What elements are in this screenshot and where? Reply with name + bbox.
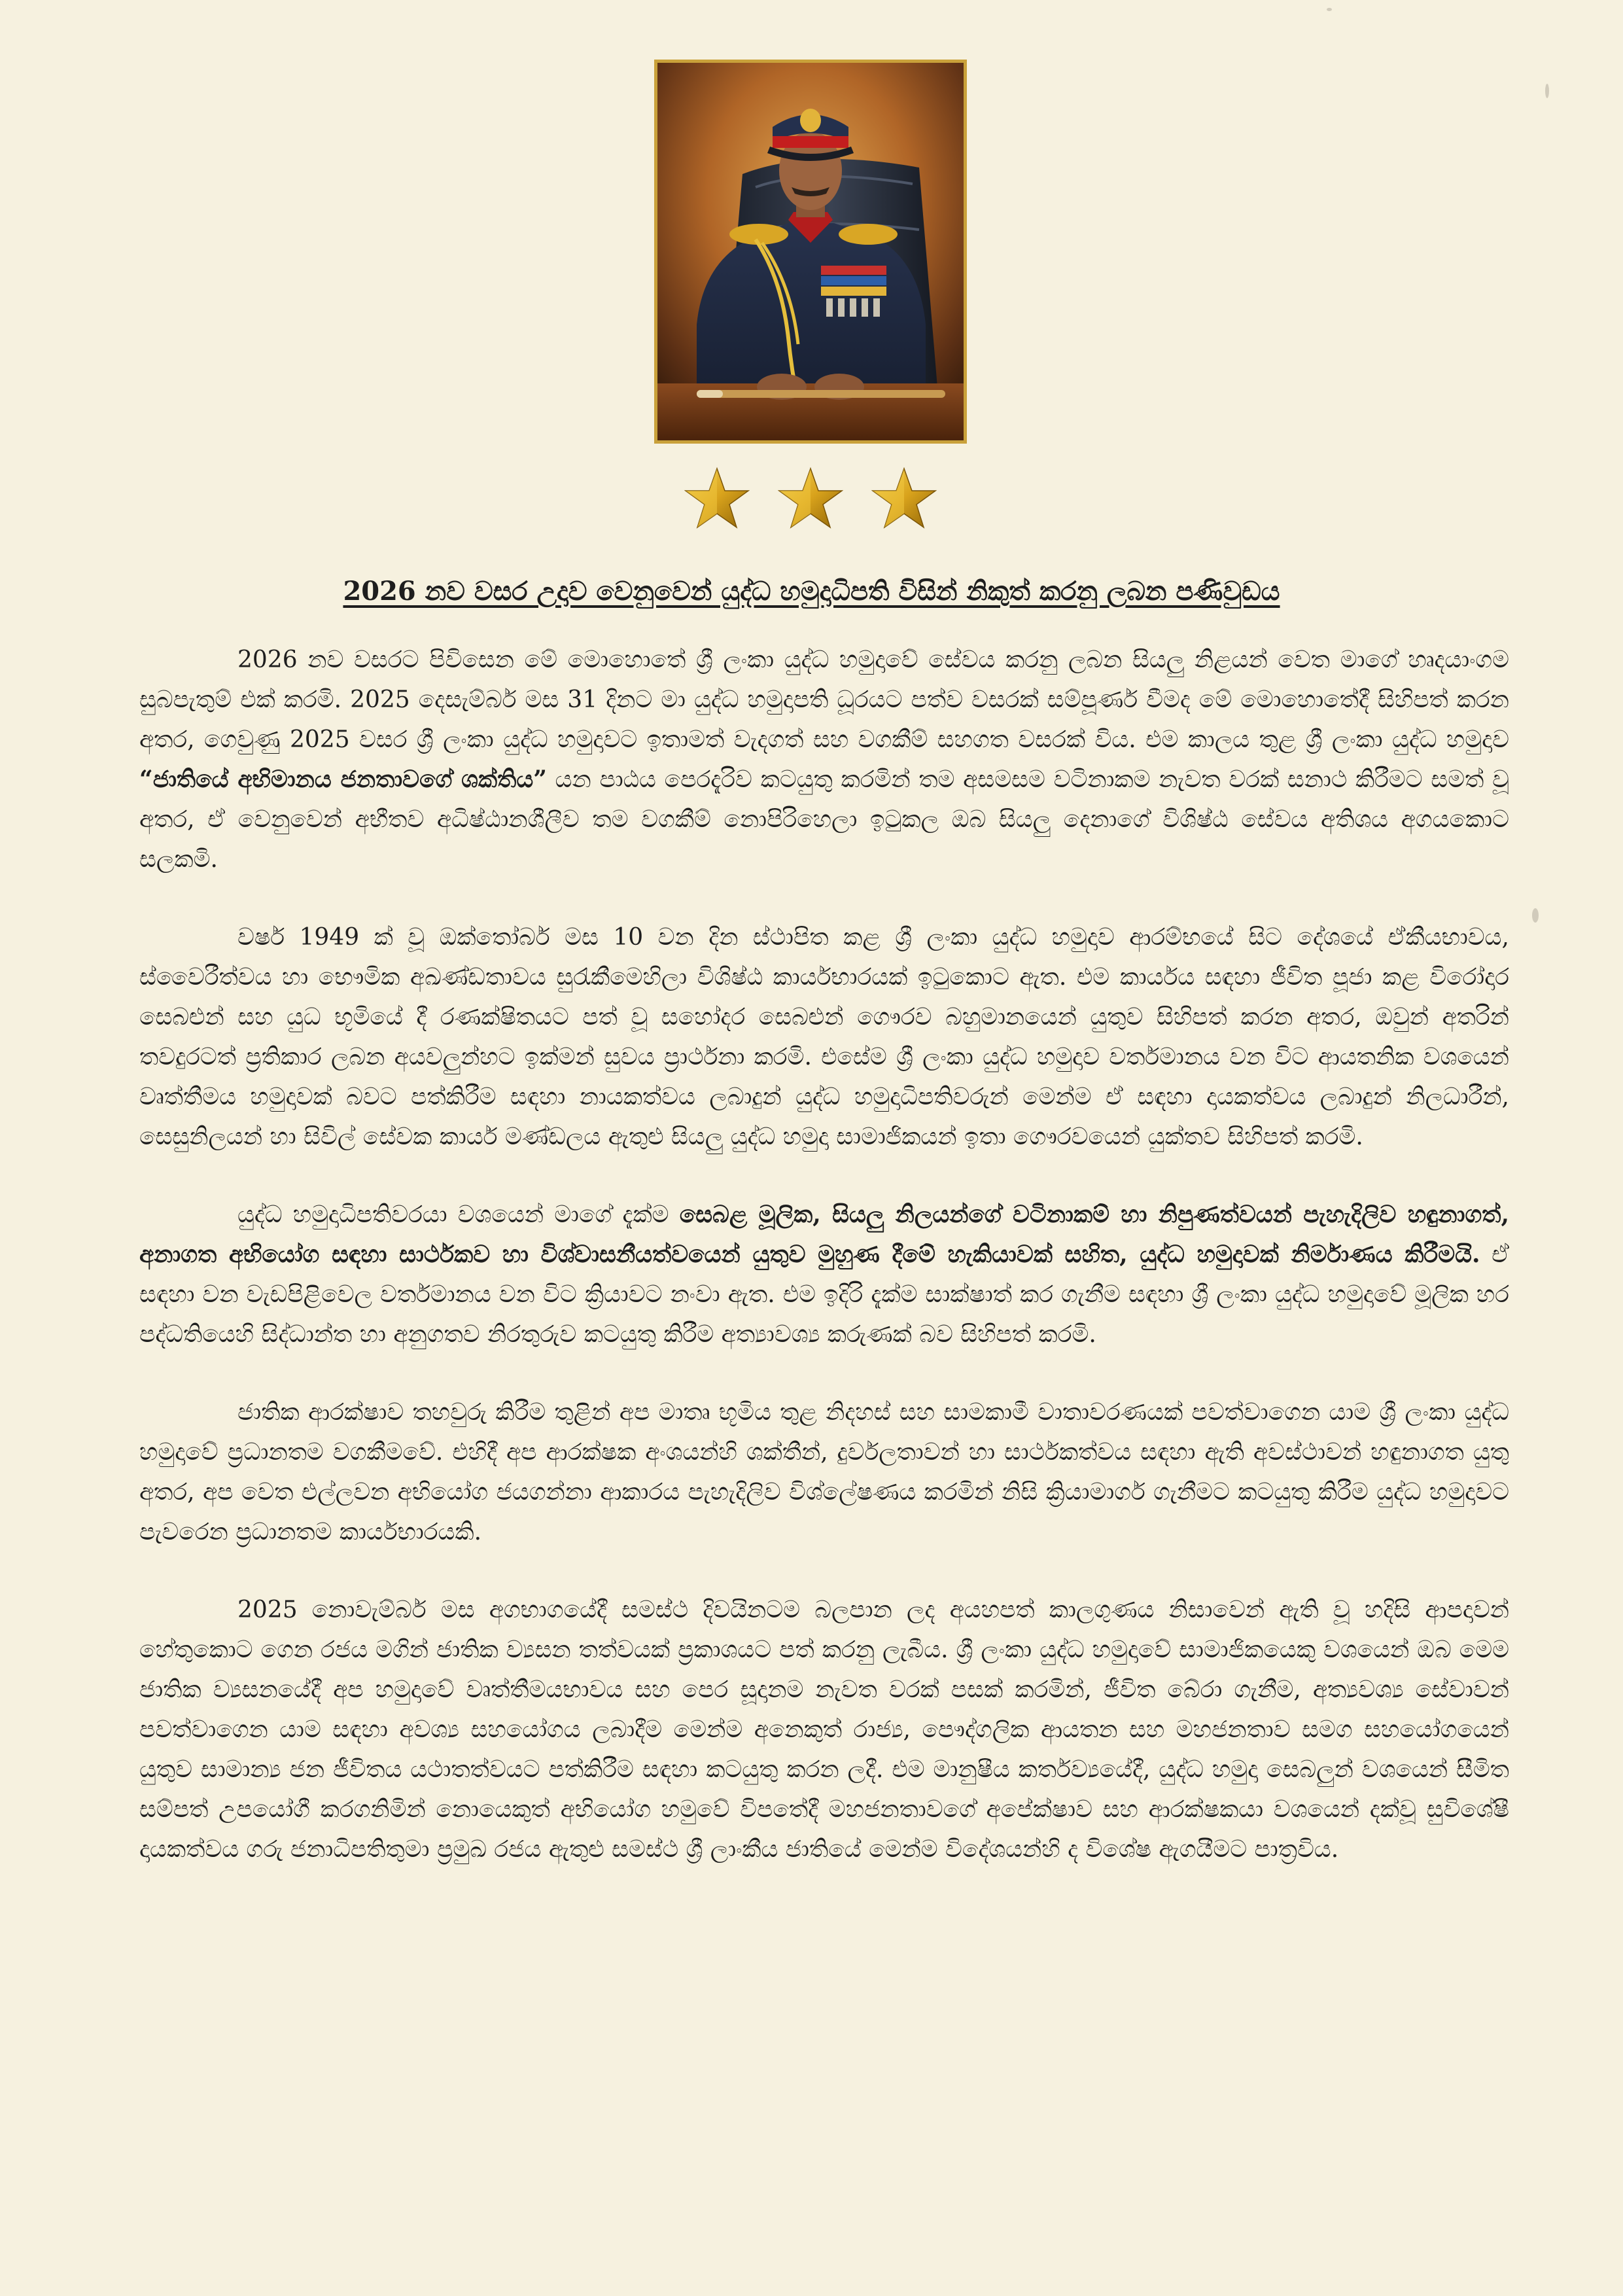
document-title: 2026 නව වසර උදාව වෙනුවෙන් යුද්ධ හමුදාධිපති විසින් නිකුත් කරනු ලබන පණිවුඩය	[343, 576, 1280, 607]
gold-star-icon	[871, 466, 937, 531]
scan-speck	[1545, 84, 1549, 98]
paragraph-5: 2025 නොවැම්බර් මස අගභාගයේදී සමස්ථ දිවයිනටම බලපාන ලද අයහපත් කාලගුණය නිසාවෙන් ඇති වූ හදිසි ආපදාවන් හේතුකොට ගෙන රජය මගින් ජාතික ව්‍යසන තත්වයක් ප්‍රකාශයට පත් කරනු ලැබීය. ශ්‍රී ලංකා යුද්ධ හමුදාවේ සාමාජිකයෙකු වශයෙන් ඔබ මෙම ජාතික ව්‍යසනයේදී අප හමුදාවේ වෘත්තීමයභාවය සහ පෙර සූදානම නැවත වරක් පසක් කරමින්, ජීවිත බේරා ගැනීම, අත්‍යවශ්‍ය සේවාවන් පවත්වාගෙන යාම සඳහා අවශ්‍ය සහයෝගය ලබාදීම මෙන්ම අනෙකුත් රාජ්‍ය, පෞද්ගලික ආයතන සහ මහජනතාව සමග සහයෝගයෙන් යුතුව සාමාන්‍ය ජන ජීවිතය යථාතත්වයට පත්කිරීම සඳහා කටයුතු කරන ලදී. එම මානුෂීය කර්තව්‍යයේදී, යුද්ධ හමුදා සෙබලුන් වශයෙන් සීමිත සම්පත් උපයෝගී කරගනිමින් නොයෙකුත් අභියෝග හමුවේ විපතේදී මහජනතාවගේ අපේක්ෂාව සහ ආරක්ෂකයා වශයෙන් දක්වූ සුවිශේෂී දායකත්වය ගරු ජනාධිපතිතුමා ප්‍රමුඛ රජය ඇතුළු සමස්ථ ශ්‍රී ලාංකීය ජාතියේ මෙන්ම විදේශයන්හි ද විශේෂ ඇගයීමට පාත්‍රවිය.	[139, 1597, 1509, 1863]
paragraph-1-text-b: යන පාඨය පෙරදැරිව කටයුතු කරමින් තම අසමසම වටිනාකම නැවත වරක් සනාථ කිරීමට සමත් වූ අතර, ඒ වෙනුවෙන් අභීතව අධිෂ්ඨානශීලීව තම වගකීම් නොපිරිහෙලා ඉටුකල ඔබ සියලු දෙනාගේ විශිෂ්ඨ සේවය අතිශය අගයකොට සලකමි.	[139, 766, 1509, 873]
rank-stars	[684, 466, 937, 531]
paragraph-3-text-a: යුද්ධ හමුදාධිපතිවරයා වශයෙන් මාගේ දැක්ම	[237, 1201, 680, 1228]
paragraph-1-motto: “ජාතියේ අභිමානය ජනතාවගේ ශක්තිය”	[139, 766, 547, 793]
scan-speck	[1532, 908, 1539, 923]
army-commander-portrait	[654, 60, 967, 444]
paragraph-2: වර්ෂ 1949 ක් වූ ඔක්තෝබර් මස 10 වන දින ස්ථාපිත කළ ශ්‍රී ලංකා යුද්ධ හමුදාව ආරම්භයේ සිට දේශයේ ඒකීයභාවය, ස්වෛරීත්වය හා භෞමික අඛණ්ඩතාවය සුරැකීමෙහිලා විශිෂ්ඨ කාර්යභාරයක් ඉටුකොට ඇත. එම කාර්යය සඳහා ජීවිත පූජා කළ විරෝදාර සෙබළුන් සහ යුධ භූමියේ දී රණක්ෂිතයට පත් වූ සහෝදර සෙබළුන් ගෞරව බහුමානයෙන් යුතුව සිහිපත් කරන අතර, ඔවුන් අතරින් තවදුරටත් ප්‍රතිකාර ලබන අයවලුන්හට ඉක්මන් සුවය ප්‍රාර්ථනා කරමි. එසේම ශ්‍රී ලංකා යුද්ධ හමුදාව වර්තමානය වන විට ආයතනික වශයෙන් වෘත්තීමය හමුදාවක් බවට පත්කිරීම සඳහා නායකත්වය ලබාදුන් යුද්ධ හමුදාධිපතිවරුන් මෙන්ම ඒ සඳහා දායකත්වය ලබාදුන් නිලධාරීන්, සෙසුනිලයන් හා සිවිල් සේවක කාර්ය මණ්ඩලය ඇතුළු සියලු යුද්ධ හමුදා සාමාජිකයන් ඉතා ගෞරවයෙන් යුක්තව සිහිපත් කරමි.	[139, 924, 1509, 1150]
paragraph-3-vision: සෙබළ මූලික, සියලු නිලයන්ගේ වටිනාකම් හා නිපුණත්වයන් පැහැදිලිව හඳුනාගත්, අනාගත අභියෝග සඳහා සාර්ථකව හා විශ්වාසනීයත්වයෙන් යුතුව මුහුණ දීමේ හැකියාවක් සහිත, යුද්ධ හමුදාවක් නිර්මාණය කිරීමයි.	[139, 1201, 1509, 1268]
scan-speck	[1327, 8, 1332, 11]
gold-star-icon	[778, 466, 843, 531]
paragraph-1-text-a: 2026 නව වසරට පිවිසෙන මේ මොහොතේ ශ්‍රී ලංකා යුද්ධ හමුදාවේ සේවය කරනු ලබන සියලු නිළයන් වෙත මාගේ හෘදයාංගම සුබපැතුම් එක් කරමි. 2025 දෙසැම්බර් මස 31 දිනට මා යුද්ධ හමුදාපති ධූරයට පත්ව වසරක් සම්පූර්ණ වීමද මේ මොහොතේදී සිහිපත් කරන අතර, ගෙවුණු 2025 වසර ශ්‍රී ලංකා යුද්ධ හමුදාවට ඉතාමත් වැදගත් සහ වගකීම් සහගත වසරක් විය. එම කාලය තුළ ශ්‍රී ලංකා යුද්ධ හමුදාව	[139, 646, 1509, 753]
letter-body	[139, 640, 1509, 1907]
paragraph-3	[139, 1195, 1509, 1354]
paragraph-1	[139, 640, 1509, 879]
paragraph-4: ජාතික ආරක්ෂාව තහවුරු කිරීම තුළින් අප මාතෘ භූමිය තුළ නිදහස් සහ සාමකාමී වාතාවරණයක් පවත්වාගෙන යාම ශ්‍රී ලංකා යුද්ධ හමුදාවේ ප්‍රධානතම වගකීමවේ. එහිදී අප ආරක්ෂක අංශයන්හි ශක්තීන්, දුර්වලතාවන් හා සාර්ථකත්වය සඳහා ඇති අවස්ථාවන් හඳුනාගත යුතු අතර, අප වෙත එල්ලවන අභියෝග ජයගන්නා ආකාරය පැහැදිලිව විශ්ලේෂණය කරමින් නිසි ක්‍රියාමාර්ග ගැනීමට කටයුතු කිරීම යුද්ධ හමුදාවට පැවරෙන ප්‍රධානතම කාර්යභාරයකි.	[139, 1399, 1509, 1545]
gold-star-icon	[684, 466, 750, 531]
paragraph-3-text-b: ඒ සඳහා වන වැඩපිළිවෙල වර්තමානය වන විට ක්‍රියාවට නංවා ඇත. එම ඉදිරි දැක්ම සාක්ෂාත් කර ගැනීම සඳහා ශ්‍රී ලංකා යුද්ධ හමුදාවේ මූලික හර පද්ධතියෙහි සිද්ධාන්ත හා අනුගතව නිරතුරුව කටයුතු කිරීම අත්‍යාවශ්‍ය කරුණක් බව සිහිපත් කරමි.	[139, 1241, 1509, 1348]
